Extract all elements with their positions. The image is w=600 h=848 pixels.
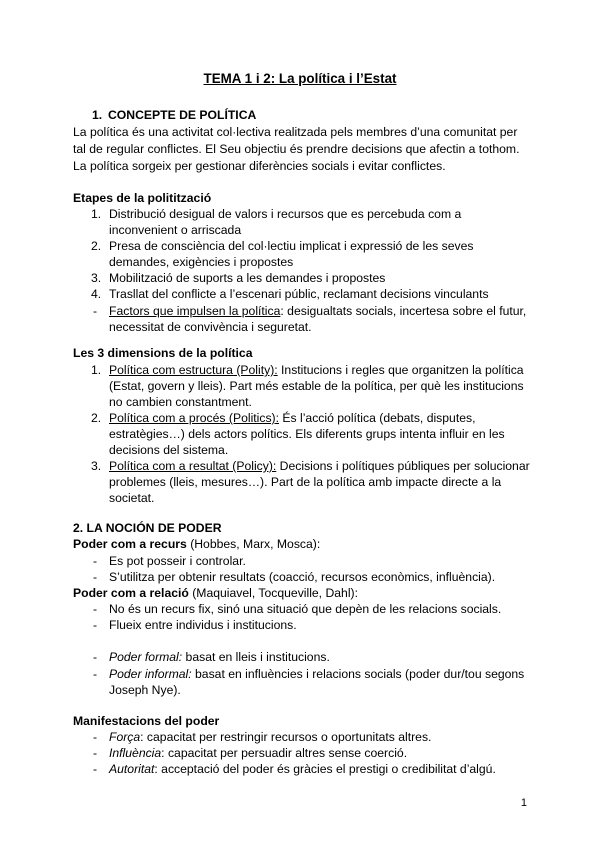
dimension-1-line-2: (Estat, govern y lleis). Part més estable de la política, per què les institucions [109,379,524,393]
dimension-2-line-3: decisions del sistema. [109,443,229,457]
manifestacio-1-label: Força [109,730,141,744]
dimension-1-label: Política com estructura (Polity): [109,363,278,377]
relacio-dash-1: - [93,602,98,616]
etapa-3-line-1: Mobilització de suports a les demandes i propostes [109,271,386,285]
manifestacio-1-dash: - [93,730,98,744]
recurs-item-1: Es pot posseir i controlar. [109,554,246,568]
etapa-3-number: 3. [91,271,102,285]
informal-line-1 [109,666,524,683]
recurs-heading [73,536,320,553]
recurs-authors: (Hobbes, Marx, Mosca): [186,537,321,551]
intro-line-1: La política és una activitat col·lectiva realitzada pels membres d’una comunitat per [73,125,518,139]
dimension-2-number: 2. [91,411,102,425]
document-title: TEMA 1 i 2: La política i l’Estat [203,71,397,86]
etapa-1-line-1: Distribució desigual de valors i recursos que es percebuda com a [109,207,462,221]
dimension-1-text: Institucions i regles que organitzen la política [277,363,524,377]
informal-text: basat en influències i relacions socials (poder dur/tou segons [191,667,525,681]
factors-text-1: : desigualtats socials, incertesa sobre el futur, [280,304,527,318]
informal-label: Poder informal: [109,667,192,681]
dimension-2-text: És l’acció política (debats, disputes, [279,411,476,425]
relacio-item-1: No és un recurs fix, sinó una situació que depèn de les relacions socials. [109,602,502,616]
factors-dash: - [93,304,98,318]
section-1-heading: CONCEPTE DE POLÍTICA [108,108,257,122]
informal-line-2: Joseph Nye). [109,683,181,697]
dimension-1-number: 1. [91,363,102,377]
factors-line-2: necessitat de convivència i seguretat. [109,320,312,334]
recurs-item-2: S’utilitza per obtenir resultats (coacció, recursos econòmics, influència). [109,570,496,584]
recurs-dash-2: - [93,570,98,584]
dimension-3-line-1 [109,458,530,475]
recurs-dash-1: - [93,554,98,568]
section-1-number: 1. [92,108,103,122]
manifestacio-1 [109,729,431,746]
recurs-label: Poder com a recurs [73,537,187,551]
dimension-3-number: 3. [91,459,102,473]
relacio-dash-2: - [93,618,98,632]
formal-label: Poder formal: [109,650,183,664]
relacio-authors: (Maquiavel, Tocqueville, Dahl): [188,586,358,600]
relacio-heading [73,585,358,602]
page-number: 1 [520,797,527,809]
manifestacio-2-label: Influència [109,746,162,760]
manifestacio-2-text: : capacitat per persuadir altres sense coerció. [161,746,408,760]
dimension-3-line-2: problemes (lleis, mesures…). Part de la política amb impacte directe a la [109,475,502,489]
section-2-heading: 2. LA NOCIÓN DE PODER [73,521,222,535]
dimension-3-line-3: societat. [109,491,155,505]
dimension-2-line-1 [109,410,475,427]
etapa-1-number: 1. [91,207,102,221]
etapa-1-line-2: inconvenient o arriscada [109,223,242,237]
manifestacio-3-dash: - [93,762,98,776]
formal-dash: - [93,650,98,664]
manifestacio-1-text: : capacitat per restringir recursos o oportunitats altres. [140,730,432,744]
relacio-item-2: Flueix entre individus i institucions. [109,618,297,632]
dimension-2-line-2: estratègies…) dels actors polítics. Els diferents grups intenta influir en les [109,427,505,441]
dimension-1-line-1 [109,362,524,379]
dimension-3-label: Política com a resultat (Policy): [109,459,277,473]
dimensions-heading: Les 3 dimensions de la política [73,346,253,360]
dimension-3-text: Decisions i polítiques públiques per solucionar [276,459,530,473]
etapes-heading: Etapes de la politització [73,191,212,205]
intro-line-3: La política sorgeix per gestionar diferències socials i evitar conflictes. [73,159,446,173]
formal-text: basat en lleis i institucions. [182,650,330,664]
formal-line [109,649,330,666]
dimension-1-line-3: no cambien constantment. [109,395,252,409]
relacio-label: Poder com a relació [73,586,189,600]
manifestacio-2-dash: - [93,746,98,760]
manifestacio-3-text: : acceptació del poder és gràcies el prestigi o credibilitat d’algú. [154,762,496,776]
intro-line-2: tal de regular conflictes. El Seu objectiu és prendre decisions que afectin a tothom. [73,142,520,156]
manifestacio-3-label: Autoritat [109,762,155,776]
etapa-2-line-1: Presa de consciència del col·lectiu implicat i expressió de les seves [109,239,474,253]
manifestacio-3 [109,761,496,778]
dimension-2-label: Política com a procés (Politics): [109,411,280,425]
etapa-2-number: 2. [91,239,102,253]
factors-line-1 [109,303,526,320]
manifestacio-2 [109,745,407,762]
manifestacions-heading: Manifestacions del poder [73,714,220,728]
etapa-4-line-1: Trasllat del conflicte a l’escenari públic, reclamant decisions vinculants [109,287,489,301]
etapa-2-line-2: demandes, exigències i propostes [109,255,294,269]
informal-dash: - [93,667,98,681]
factors-label: Factors que impulsen la política [109,304,281,318]
etapa-4-number: 4. [91,287,102,301]
